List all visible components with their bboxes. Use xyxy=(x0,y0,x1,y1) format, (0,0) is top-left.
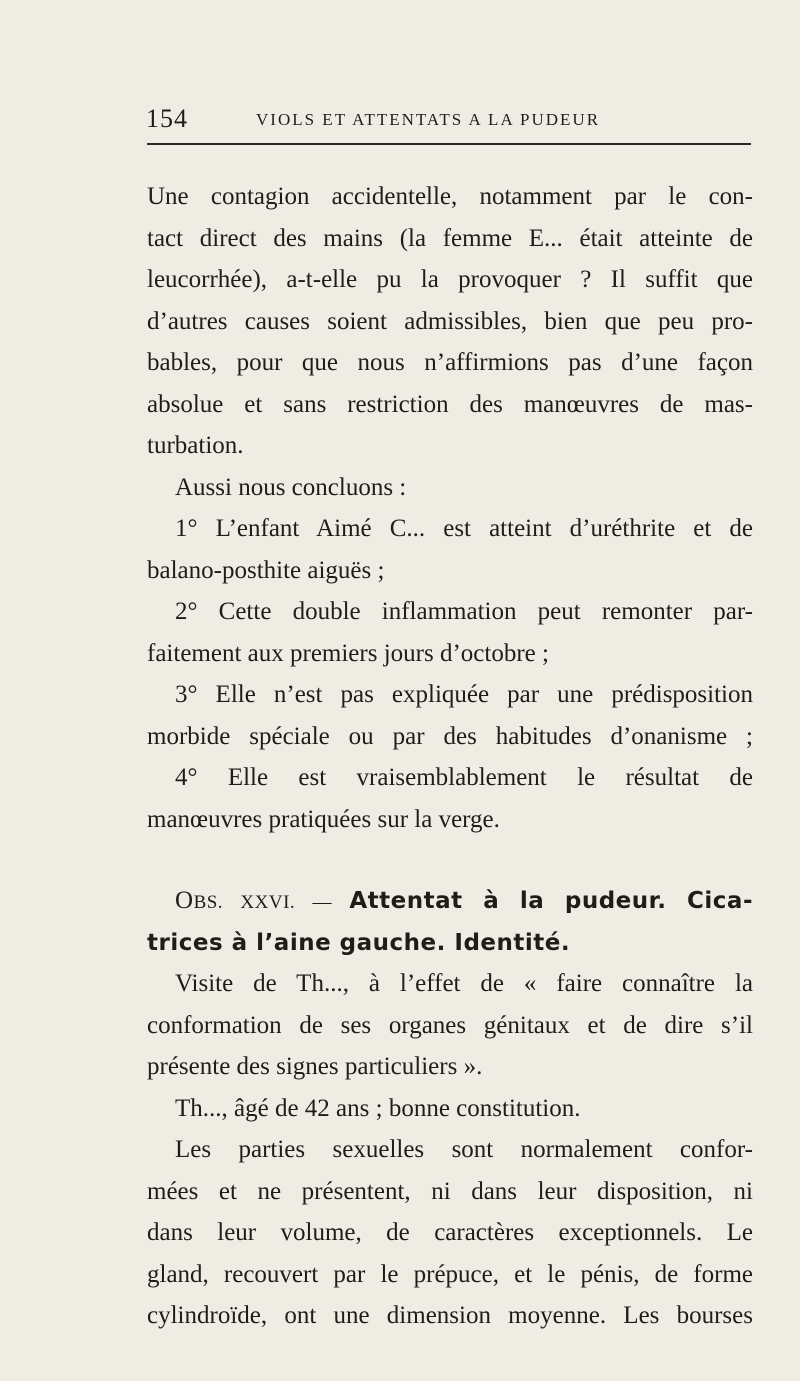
text-line: leucorrhée), a-t-elle pu la provoquer ? Il suffit que xyxy=(147,266,753,293)
observation-title-cont: trices à l’aine gauche. Identité. xyxy=(147,929,571,956)
text-line: Une contagion accidentelle, notamment par le con- xyxy=(147,183,753,210)
text-line: d’autres causes soient admissibles, bien que peu pro- xyxy=(147,307,753,335)
header-rule xyxy=(147,143,751,145)
text-line: Th..., âgé de 42 ans ; bonne constitution. xyxy=(175,1094,581,1122)
text-line: balano-posthite aiguës ; xyxy=(147,556,385,584)
body-text xyxy=(147,176,753,1337)
text-line: absolue et sans restriction des manœuvres de mas- xyxy=(147,390,753,418)
text-line: turbation. xyxy=(147,432,244,459)
text-line: présente des signes particuliers ». xyxy=(147,1053,483,1080)
conclusion-intro: Aussi nous concluons : xyxy=(175,473,407,501)
observation-title: Attentat à la pudeur. Cica- xyxy=(349,888,754,914)
observation-label-rest: BS. XXVI. — xyxy=(193,892,350,913)
text-line: gland, recouvert par le prépuce, et le pénis, de forme xyxy=(147,1260,753,1288)
conclusion-item-1: 1° L’enfant Aimé C... est atteint d’uréthrite et de xyxy=(175,515,753,542)
text-line: morbide spéciale ou par des habitudes d’onanisme ; xyxy=(147,722,753,750)
text-line: tact direct des mains (la femme E... était atteinte de xyxy=(147,224,753,252)
observation-heading-cont xyxy=(147,922,753,964)
page-number: 154 xyxy=(146,104,188,133)
text-line: dans leur volume, de caractères exceptionnels. Le xyxy=(147,1219,753,1246)
text-line: manœuvres pratiquées sur la verge. xyxy=(147,805,500,833)
running-title: VIOLS ET ATTENTATS A LA PUDEUR xyxy=(256,110,601,129)
text-line: mées et ne présentent, ni dans leur disposition, ni xyxy=(147,1177,753,1205)
observation-heading xyxy=(147,880,753,922)
text-line: conformation de ses organes génitaux et de dire s’il xyxy=(147,1011,753,1039)
text-line: Visite de Th..., à l’effet de « faire connaître la xyxy=(175,970,753,997)
text-line: cylindroïde, ont une dimension moyenne. Les bourses xyxy=(147,1302,753,1329)
conclusion-item-4: 4° Elle est vraisemblablement le résultat de xyxy=(175,764,753,791)
conclusion-item-3: 3° Elle n’est pas expliquée par une prédisposition xyxy=(175,681,753,708)
text-line: Les parties sexuelles sont normalement confor- xyxy=(175,1136,753,1163)
running-head xyxy=(146,104,750,138)
section-gap xyxy=(147,840,753,880)
conclusion-item-2: 2° Cette double inflammation peut remonter par- xyxy=(175,598,753,625)
observation-label xyxy=(175,887,349,914)
text-line: bables, pour que nous n’affirmions pas d’une façon xyxy=(147,349,753,376)
text-line: faitement aux premiers jours d’octobre ; xyxy=(147,639,549,667)
observation-label-initial: O xyxy=(175,887,194,914)
